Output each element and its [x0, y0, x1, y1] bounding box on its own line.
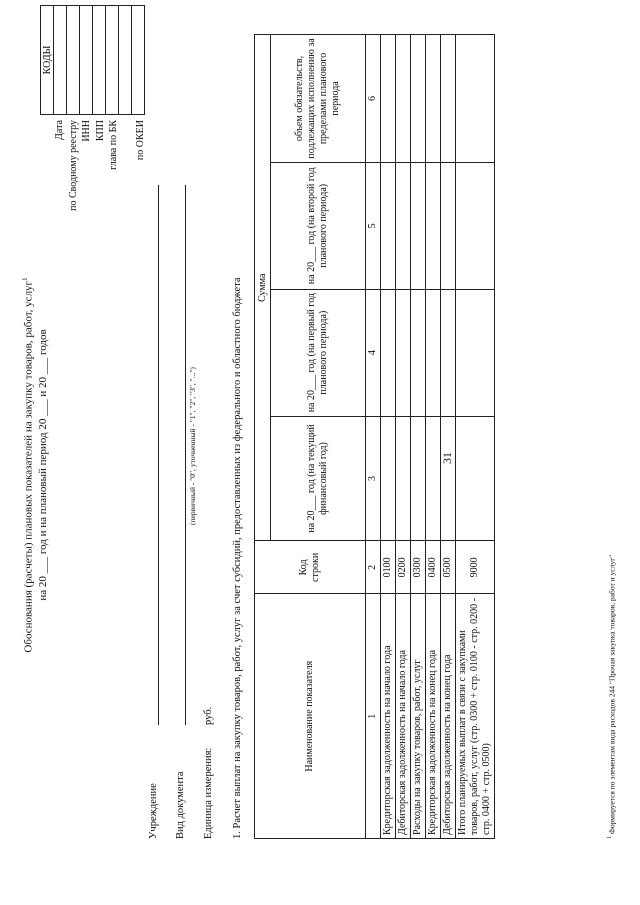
- footnote-mark: 1: [606, 835, 613, 839]
- column-numbers-row: [366, 35, 381, 839]
- value-cell: [456, 162, 495, 289]
- value-cell: [426, 35, 441, 163]
- row-name: Кредиторская задолженность на конец года: [426, 594, 441, 839]
- codes-header: КОДЫ: [41, 6, 54, 115]
- value-cell: [396, 289, 411, 416]
- value-cell: [411, 416, 426, 541]
- page-number: 31: [440, 452, 454, 464]
- title-line-1: Обоснования (расчеты) плановых показателей на закупку товаров, работ, услуг: [22, 280, 35, 653]
- code-label: по Сводному реестру: [67, 120, 79, 211]
- header-col6: объем обязательств, подлежащих исполнению за пределами планового периода: [271, 35, 366, 163]
- table-row: [411, 35, 426, 839]
- codes-table: [40, 5, 145, 115]
- col-number: 5: [366, 162, 381, 289]
- code-cell-okei: [132, 6, 145, 115]
- value-cell: [456, 35, 495, 163]
- value-cell: [396, 416, 411, 541]
- value-cell: [396, 162, 411, 289]
- institution-label: Учреждение: [148, 783, 159, 839]
- unit-label: Единица измерения:: [203, 747, 214, 839]
- doc-type-hint: (первичный - "0", уточненный - "1", "2", "3", "..."): [188, 367, 197, 525]
- row-name: Итого планируемых выплат в связи с закупками товаров, работ, услуг (стр. 0300 + стр. 0100 - стр. 0200 - стр. 0400 + стр. 0500): [456, 594, 495, 839]
- code-label: КПП: [94, 120, 106, 142]
- row-name: Дебиторская задолженность на начало года: [396, 594, 411, 839]
- table-row-total: [456, 35, 495, 839]
- col-number: 6: [366, 35, 381, 163]
- value-cell: [381, 416, 396, 541]
- code-label: ИНН: [81, 120, 93, 142]
- header-col3: на 20___ год (на текущий финансовый год): [271, 416, 366, 541]
- doc-type-label: Вид документа: [175, 771, 186, 839]
- header-col5: на 20___ год (на второй год планового периода): [271, 162, 366, 289]
- table-row: [396, 35, 411, 839]
- doc-type-line: [185, 185, 186, 725]
- value-cell: [411, 35, 426, 163]
- footnote: [606, 555, 617, 839]
- table-row: [441, 35, 456, 839]
- row-code: 0300: [411, 541, 426, 594]
- value-cell: [411, 162, 426, 289]
- document-title: [18, 205, 50, 725]
- col-number: 3: [366, 416, 381, 541]
- code-cell-kpp: [93, 6, 106, 115]
- code-label: [120, 120, 133, 265]
- row-name: Кредиторская задолженность на начало года: [381, 594, 396, 839]
- code-cell-date: [54, 6, 67, 115]
- code-cell-chapter: [106, 6, 119, 115]
- value-cell: [411, 289, 426, 416]
- row-name: Дебиторская задолженность на конец года: [441, 594, 456, 839]
- code-label: глава по БК: [107, 120, 119, 170]
- header-name: Наименование показателя: [255, 594, 366, 839]
- row-name: Расходы на закупку товаров, работ, услуг: [411, 594, 426, 839]
- header-col4: на 20___ год (на первый год планового периода): [271, 289, 366, 416]
- codes-labels: [40, 120, 146, 265]
- row-code: 0500: [441, 541, 456, 594]
- institution-line: [158, 185, 159, 725]
- value-cell: [381, 35, 396, 163]
- code-label: Дата: [54, 120, 66, 140]
- row-code: 9000: [456, 541, 495, 594]
- value-cell: [441, 416, 456, 541]
- procurement-table: [254, 34, 495, 839]
- code-cell-inn: [80, 6, 93, 115]
- value-cell: [441, 35, 456, 163]
- footnote-text: Формируется по элементам вида расходов 244 "Прочая закупка товаров, работ и услуг": [607, 554, 617, 834]
- value-cell: [441, 162, 456, 289]
- value-cell: [396, 35, 411, 163]
- code-cell-registry: [67, 6, 80, 115]
- table-row: [381, 35, 396, 839]
- row-code: 0100: [381, 541, 396, 594]
- col-number: 1: [366, 594, 381, 839]
- code-label: по ОКЕИ: [134, 120, 146, 161]
- value-cell: [426, 162, 441, 289]
- value-cell: [381, 162, 396, 289]
- value-cell: [456, 289, 495, 416]
- unit-value: руб.: [203, 706, 214, 725]
- value-cell: [441, 289, 456, 416]
- section-title: 1. Расчет выплат на закупку товаров, работ, услуг за счет субсидий, предоставленных из федерального и областного бюджета: [232, 277, 243, 839]
- value-cell: [426, 289, 441, 416]
- title-line-2: на 20 ___ год и на плановый период 20 ___ и 20 ___ годов: [36, 329, 49, 601]
- value-cell: [381, 289, 396, 416]
- title-footnote-mark: 1: [21, 277, 29, 281]
- code-cell-blank: [119, 6, 132, 115]
- header-code: Код строки: [255, 541, 366, 594]
- value-cell: [456, 416, 495, 541]
- row-code: 0200: [396, 541, 411, 594]
- table-row: [426, 35, 441, 839]
- row-code: 0400: [426, 541, 441, 594]
- value-cell: [426, 416, 441, 541]
- header-sum: Сумма: [255, 35, 271, 541]
- col-number: 2: [366, 541, 381, 594]
- col-number: 4: [366, 289, 381, 416]
